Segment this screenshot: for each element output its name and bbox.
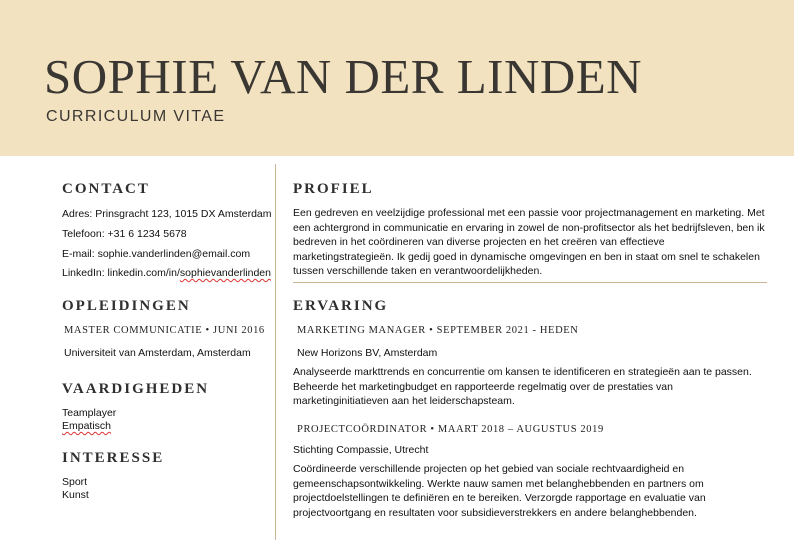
contact-address: Adres: Prinsgracht 123, 1015 DX Amsterdam <box>62 208 272 220</box>
education-heading: OPLEIDINGEN <box>62 298 191 314</box>
job-description: Analyseerde markttrends en concurrentie om kansen te identificeren en strategieën aan te passen. Beheerde het marketingbudget en rapporteerde regelmatig over de prestaties van marketinginitiatieven aan het leiderschapsteam. <box>293 366 752 407</box>
contact-email: E-mail: sophie.vanderlinden@email.com <box>62 248 251 260</box>
job-company: New Horizons BV, Amsterdam <box>297 347 438 359</box>
column-divider <box>275 164 276 540</box>
job-description: Coördineerde verschillende projecten op het gebied van sociale rechtvaardigheid en gemeenschapsontwikkeling. Werkte nauw samen met belanghebbenden en partners om projectdoelstellingen te definiëren en te bereiken. Verzorgde rapportage en evaluatie van projectvoortgang en resultaten voor subsidieverstrekkers en andere belanghebbenden. <box>293 463 706 519</box>
linkedin-prefix: LinkedIn: linkedin.com/in/ <box>62 267 180 279</box>
skill-item: Teamplayer <box>62 407 117 419</box>
profile-text: Een gedreven en veelzijdige professional met een passie voor projectmanagement en marketing. Met een achtergrond in communicatie en ervaring in zowel de non-profitsector als het bedrijfsleven, ben ik bedreven in het coördineren van diverse projecten en het creëren van effectieve marketingstrategieën. Ik gedij goed in dynamische omgevingen en ben in staat om snel te schakelen tussen verschillende taken en verantwoordelijkheden. <box>293 207 765 277</box>
job-company: Stichting Compassie, Utrecht <box>293 444 429 456</box>
linkedin-handle: sophievanderlinden <box>179 267 271 279</box>
contact-linkedin <box>62 266 271 280</box>
person-name: SOPHIE VAN DER LINDEN <box>44 49 643 104</box>
skill-item: Empatisch <box>62 420 112 432</box>
document-subtitle: CURRICULUM VITAE <box>46 108 226 125</box>
job-title: PROJECTCOÖRDINATOR • MAART 2018 – AUGUSTUS 2019 <box>297 424 604 435</box>
section-rule <box>293 282 767 283</box>
interest-item: Kunst <box>62 489 89 501</box>
interest-item: Sport <box>62 476 88 488</box>
contact-phone: Telefoon: +31 6 1234 5678 <box>62 228 187 240</box>
job-title: MARKETING MANAGER • SEPTEMBER 2021 - HEDEN <box>297 325 579 336</box>
profile-heading: PROFIEL <box>293 181 374 197</box>
experience-heading: ERVARING <box>293 298 389 314</box>
education-school: Universiteit van Amsterdam, Amsterdam <box>64 347 251 359</box>
contact-heading: CONTACT <box>62 181 150 197</box>
interests-heading: INTERESSE <box>62 450 165 466</box>
education-title: MASTER COMMUNICATIE • JUNI 2016 <box>64 325 265 336</box>
header-banner <box>0 0 794 156</box>
skills-heading: VAARDIGHEDEN <box>62 381 210 397</box>
